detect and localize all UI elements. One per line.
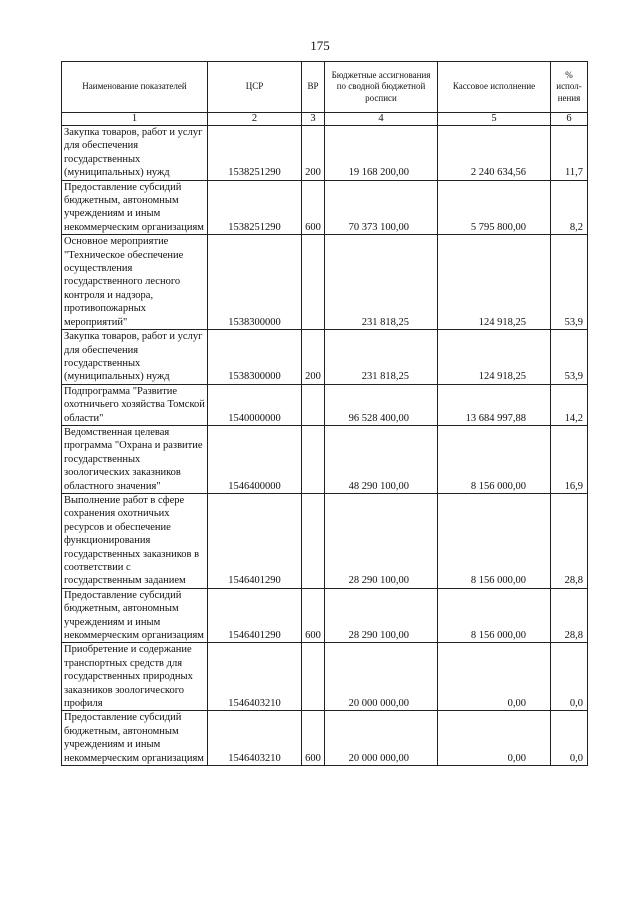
row-vr-cell [302, 235, 325, 330]
column-header-vr: ВР [302, 62, 325, 113]
column-number: 3 [302, 113, 325, 126]
row-csr-cell: 1546401290 [208, 493, 302, 588]
row-csr-cell: 1538300000 [208, 330, 302, 385]
column-number: 4 [325, 113, 438, 126]
row-budget-cell: 28 290 100,00 [325, 493, 438, 588]
column-header-csr: ЦСР [208, 62, 302, 113]
row-name-cell: Выполнение работ в сфере сохранения охотничьих ресурсов и обеспечение функционирования государственных заказников в соответствии с государственным заданием [62, 493, 208, 588]
row-budget-cell: 19 168 200,00 [325, 126, 438, 181]
row-name-cell: Предоставление субсидий бюджетным, автономным учреждениям и иным некоммерческим организациям [62, 711, 208, 766]
row-cash-cell: 0,00 [438, 711, 551, 766]
table-row [62, 180, 588, 235]
row-cash-cell: 8 156 000,00 [438, 588, 551, 643]
column-header-percent: % испол-нения [551, 62, 588, 113]
row-percent-cell: 53,9 [551, 235, 588, 330]
row-vr-cell [302, 493, 325, 588]
row-percent-cell: 28,8 [551, 588, 588, 643]
row-budget-cell: 96 528 400,00 [325, 384, 438, 425]
row-name-cell: Приобретение и содержание транспортных средств для государственных природных заказников зоологического профиля [62, 643, 208, 711]
row-cash-cell: 13 684 997,88 [438, 384, 551, 425]
row-csr-cell: 1538251290 [208, 126, 302, 181]
row-csr-cell: 1540000000 [208, 384, 302, 425]
page-number: 175 [310, 38, 330, 53]
row-percent-cell: 16,9 [551, 425, 588, 493]
table-row [62, 235, 588, 330]
row-percent-cell: 53,9 [551, 330, 588, 385]
row-budget-cell: 231 818,25 [325, 330, 438, 385]
row-percent-cell: 0,0 [551, 643, 588, 711]
row-cash-cell: 8 156 000,00 [438, 493, 551, 588]
row-csr-cell: 1546403210 [208, 711, 302, 766]
row-budget-cell: 20 000 000,00 [325, 711, 438, 766]
table-row [62, 384, 588, 425]
row-name-cell: Подпрограмма "Развитие охотничьего хозяйства Томской области" [62, 384, 208, 425]
row-cash-cell: 8 156 000,00 [438, 425, 551, 493]
row-vr-cell: 600 [302, 180, 325, 235]
row-budget-cell: 48 290 100,00 [325, 425, 438, 493]
row-vr-cell: 200 [302, 330, 325, 385]
row-budget-cell: 70 373 100,00 [325, 180, 438, 235]
table-row [62, 643, 588, 711]
row-budget-cell: 231 818,25 [325, 235, 438, 330]
row-vr-cell [302, 384, 325, 425]
row-name-cell: Предоставление субсидий бюджетным, автономным учреждениям и иным некоммерческим организациям [62, 588, 208, 643]
table-row [62, 588, 588, 643]
row-cash-cell: 5 795 800,00 [438, 180, 551, 235]
column-number: 6 [551, 113, 588, 126]
row-csr-cell: 1546401290 [208, 588, 302, 643]
column-header-budget: Бюджетные ассигнования по сводной бюджетной росписи [325, 62, 438, 113]
row-vr-cell: 600 [302, 588, 325, 643]
row-name-cell: Основное мероприятие "Техническое обеспечение осуществления государственного лесного контроля и надзора, противопожарных мероприятий" [62, 235, 208, 330]
budget-execution-table [61, 61, 588, 766]
row-name-cell: Ведомственная целевая программа "Охрана и развитие государственных зоологических заказников областного значения" [62, 425, 208, 493]
row-name-cell: Предоставление субсидий бюджетным, автономным учреждениям и иным некоммерческим организациям [62, 180, 208, 235]
row-vr-cell: 200 [302, 126, 325, 181]
row-percent-cell: 28,8 [551, 493, 588, 588]
table-header-row [62, 62, 588, 113]
column-number: 2 [208, 113, 302, 126]
table-body [62, 126, 588, 766]
column-number: 1 [62, 113, 208, 126]
table-row [62, 493, 588, 588]
row-percent-cell: 0,0 [551, 711, 588, 766]
row-vr-cell: 600 [302, 711, 325, 766]
table-row [62, 126, 588, 181]
table-row [62, 330, 588, 385]
row-percent-cell: 11,7 [551, 126, 588, 181]
row-budget-cell: 28 290 100,00 [325, 588, 438, 643]
column-number: 5 [438, 113, 551, 126]
row-vr-cell [302, 425, 325, 493]
row-cash-cell: 124 918,25 [438, 235, 551, 330]
row-cash-cell: 124 918,25 [438, 330, 551, 385]
column-header-cash: Кассовое исполнение [438, 62, 551, 113]
column-number-row [62, 113, 588, 126]
row-csr-cell: 1546403210 [208, 643, 302, 711]
row-percent-cell: 14,2 [551, 384, 588, 425]
row-budget-cell: 20 000 000,00 [325, 643, 438, 711]
table-row [62, 425, 588, 493]
row-name-cell: Закупка товаров, работ и услуг для обеспечения государственных (муниципальных) нужд [62, 126, 208, 181]
row-cash-cell: 2 240 634,56 [438, 126, 551, 181]
row-csr-cell: 1538300000 [208, 235, 302, 330]
column-header-name: Наименование показателей [62, 62, 208, 113]
row-csr-cell: 1538251290 [208, 180, 302, 235]
row-cash-cell: 0,00 [438, 643, 551, 711]
row-vr-cell [302, 643, 325, 711]
row-percent-cell: 8,2 [551, 180, 588, 235]
table-row [62, 711, 588, 766]
row-csr-cell: 1546400000 [208, 425, 302, 493]
row-name-cell: Закупка товаров, работ и услуг для обеспечения государственных (муниципальных) нужд [62, 330, 208, 385]
